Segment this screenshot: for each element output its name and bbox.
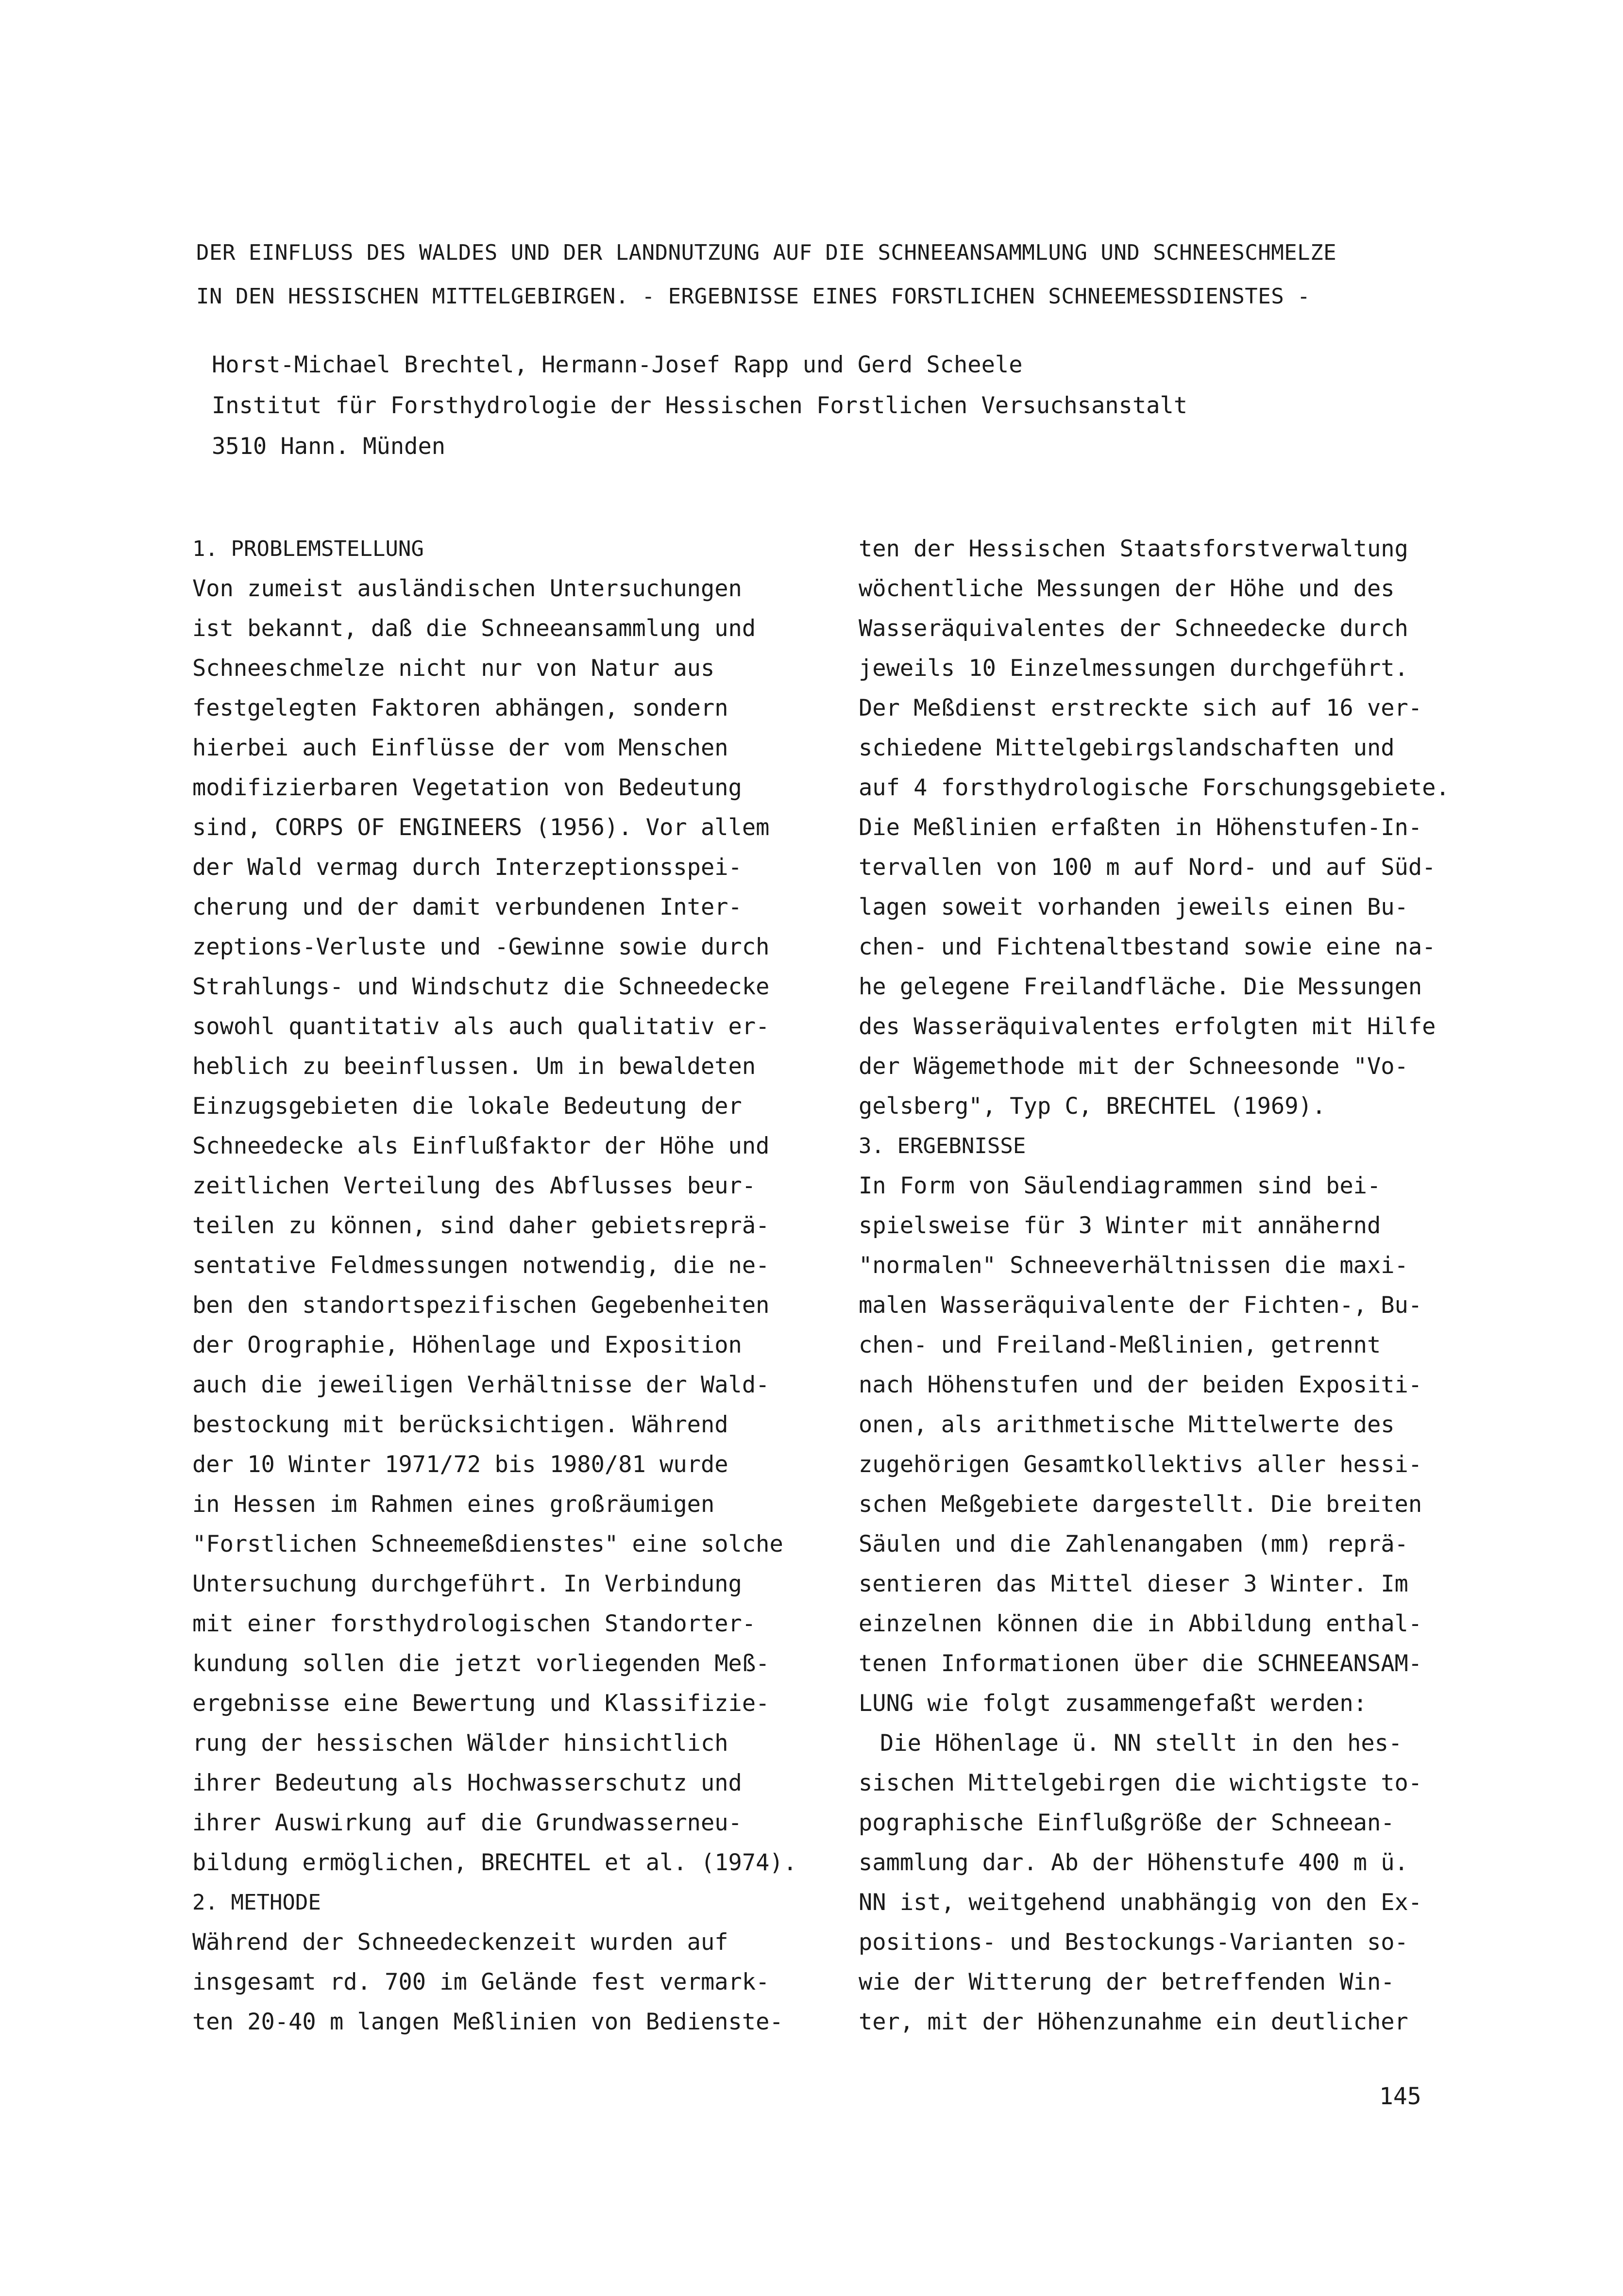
text-line: ihrer Auswirkung auf die Grundwasserneu-	[192, 1810, 742, 1836]
text-line: wie der Witterung der betreffenden Win-	[859, 1969, 1395, 1995]
text-line: nach Höhenstufen und der beiden Expositi-	[859, 1372, 1422, 1398]
text-line: sowohl quantitativ als auch qualitativ er-	[192, 1013, 770, 1040]
text-line: onen, als arithmetische Mittelwerte des	[859, 1411, 1395, 1438]
text-line: jeweils 10 Einzelmessungen durchgeführt.	[859, 655, 1408, 682]
text-line: in Hessen im Rahmen eines großräumigen	[192, 1491, 715, 1518]
text-line: hierbei auch Einflüsse der vom Menschen	[192, 735, 728, 761]
text-line: schen Meßgebiete dargestellt. Die breiten	[859, 1491, 1422, 1518]
text-line: gelsberg", Typ C, BRECHTEL (1969).	[859, 1093, 1326, 1120]
text-line: ist bekannt, daß die Schneeansammlung und	[192, 615, 756, 642]
text-line: sind, CORPS OF ENGINEERS (1956). Vor allem	[192, 814, 770, 841]
text-line: "Forstlichen Schneemeßdienstes" eine solche	[192, 1531, 783, 1558]
text-line: wöchentliche Messungen der Höhe und des	[859, 575, 1395, 602]
text-line: sischen Mittelgebirgen die wichtigste to-	[859, 1770, 1422, 1796]
text-line: NN ist, weitgehend unabhängig von den Ex-	[859, 1889, 1422, 1916]
text-line: ihrer Bedeutung als Hochwasserschutz und	[192, 1770, 742, 1796]
text-line: pographische Einflußgröße der Schneean-	[859, 1810, 1395, 1836]
text-line: ten 20-40 m langen Meßlinien von Bedienste-	[192, 2009, 783, 2035]
text-line: Der Meßdienst erstreckte sich auf 16 ver-	[859, 695, 1422, 721]
text-line: malen Wasseräquivalente der Fichten-, Bu-	[859, 1292, 1422, 1319]
text-line: he gelegene Freilandfläche. Die Messungen	[859, 973, 1422, 1000]
text-line: Während der Schneedeckenzeit wurden auf	[192, 1929, 728, 1956]
author-block	[212, 345, 1474, 467]
text-line: chen- und Freiland-Meßlinien, getrennt	[859, 1332, 1381, 1358]
section-heading-ergebnisse: 3. ERGEBNISSE	[859, 1134, 1026, 1158]
left-column	[192, 529, 833, 2042]
text-line: heblich zu beeinflussen. Um in bewaldeten	[192, 1053, 756, 1080]
text-line: spielsweise für 3 Winter mit annähernd	[859, 1212, 1381, 1239]
author-address: 3510 Hann. Münden	[212, 433, 446, 460]
text-line: einzelnen können die in Abbildung enthal-	[859, 1610, 1422, 1637]
text-line: bestockung mit berücksichtigen. Während	[192, 1411, 728, 1438]
title-line-2: IN DEN HESSISCHEN MITTELGEBIRGEN. - ERGEBNISSE EINES FORSTLICHEN SCHNEEMESSDIENSTES -	[196, 284, 1311, 309]
text-line: sentative Feldmessungen notwendig, die ne-	[192, 1252, 770, 1279]
text-line: Einzugsgebieten die lokale Bedeutung der	[192, 1093, 742, 1120]
text-line: festgelegten Faktoren abhängen, sondern	[192, 695, 728, 721]
text-line: rung der hessischen Wälder hinsichtlich	[192, 1730, 728, 1757]
text-line: auch die jeweiligen Verhältnisse der Wald-	[192, 1372, 770, 1398]
text-line: sentieren das Mittel dieser 3 Winter. Im	[859, 1571, 1408, 1597]
text-line: Strahlungs- und Windschutz die Schneedecke	[192, 973, 770, 1000]
text-line: ben den standortspezifischen Gegebenheiten	[192, 1292, 770, 1319]
text-line: Von zumeist ausländischen Untersuchungen	[192, 575, 742, 602]
text-line: des Wasseräquivalentes erfolgten mit Hilfe	[859, 1013, 1436, 1040]
text-line: Schneedecke als Einflußfaktor der Höhe und	[192, 1133, 770, 1159]
text-line: Schneeschmelze nicht nur von Natur aus	[192, 655, 715, 682]
section-heading-problemstellung: 1. PROBLEMSTELLUNG	[192, 536, 424, 561]
text-line: lagen soweit vorhanden jeweils einen Bu-	[859, 894, 1408, 921]
text-line: ten der Hessischen Staatsforstverwaltung	[859, 536, 1408, 562]
text-line: tervallen von 100 m auf Nord- und auf Süd-	[859, 854, 1436, 881]
text-line: bildung ermöglichen, BRECHTEL et al. (1974).	[192, 1849, 797, 1876]
text-line: tenen Informationen über die SCHNEEANSAM-	[859, 1650, 1422, 1677]
text-line: In Form von Säulendiagrammen sind bei-	[859, 1173, 1381, 1199]
text-line: der Wägemethode mit der Schneesonde "Vo-	[859, 1053, 1408, 1080]
title-line-1: DER EINFLUSS DES WALDES UND DER LANDNUTZUNG AUF DIE SCHNEEANSAMMLUNG UND SCHNEESCHMELZE	[196, 240, 1337, 265]
text-line: insgesamt rd. 700 im Gelände fest vermark-	[192, 1969, 770, 1995]
paper-title	[196, 231, 1459, 318]
text-line: Die Meßlinien erfaßten in Höhenstufen-In-	[859, 814, 1422, 841]
text-line: teilen zu können, sind daher gebietsreprä-	[192, 1212, 770, 1239]
right-column	[859, 529, 1500, 2042]
text-line: LUNG wie folgt zusammengefaßt werden:	[859, 1690, 1367, 1717]
text-line: ter, mit der Höhenzunahme ein deutlicher	[859, 2009, 1408, 2035]
text-line: auf 4 forsthydrologische Forschungsgebiete.	[859, 774, 1450, 801]
text-line: cherung und der damit verbundenen Inter-	[192, 894, 742, 921]
page-number: 145	[1379, 2083, 1421, 2110]
section-heading-methode: 2. METHODE	[192, 1890, 321, 1915]
text-line: Untersuchung durchgeführt. In Verbindung	[192, 1571, 742, 1597]
text-line: zeitlichen Verteilung des Abflusses beur-	[192, 1173, 756, 1199]
paragraph-start-line: Die Höhenlage ü. NN stellt in den hes-	[880, 1730, 1403, 1757]
text-line: Säulen und die Zahlenangaben (mm) reprä-	[859, 1531, 1408, 1558]
text-line: ergebnisse eine Bewertung und Klassifizie-	[192, 1690, 770, 1717]
text-line: "normalen" Schneeverhältnissen die maxi-	[859, 1252, 1408, 1279]
text-line: der Orographie, Höhenlage und Exposition	[192, 1332, 742, 1358]
text-line: positions- und Bestockungs-Varianten so-	[859, 1929, 1408, 1956]
author-names: Horst-Michael Brechtel, Hermann-Josef Rapp und Gerd Scheele	[212, 352, 1023, 378]
text-line: chen- und Fichtenaltbestand sowie eine na-	[859, 934, 1436, 960]
author-institute: Institut für Forsthydrologie der Hessischen Forstlichen Versuchsanstalt	[212, 392, 1188, 419]
text-line: sammlung dar. Ab der Höhenstufe 400 m ü.	[859, 1849, 1408, 1876]
text-line: der 10 Winter 1971/72 bis 1980/81 wurde	[192, 1451, 728, 1478]
text-line: zeptions-Verluste und -Gewinne sowie durch	[192, 934, 770, 960]
text-line: mit einer forsthydrologischen Standorter-	[192, 1610, 756, 1637]
text-line: kundung sollen die jetzt vorliegenden Meß-	[192, 1650, 770, 1677]
text-line: der Wald vermag durch Interzeptionsspei-	[192, 854, 742, 881]
text-line: Wasseräquivalentes der Schneedecke durch	[859, 615, 1408, 642]
text-line: zugehörigen Gesamtkollektivs aller hessi-	[859, 1451, 1422, 1478]
text-line: modifizierbaren Vegetation von Bedeutung	[192, 774, 742, 801]
text-line: schiedene Mittelgebirgslandschaften und	[859, 735, 1395, 761]
